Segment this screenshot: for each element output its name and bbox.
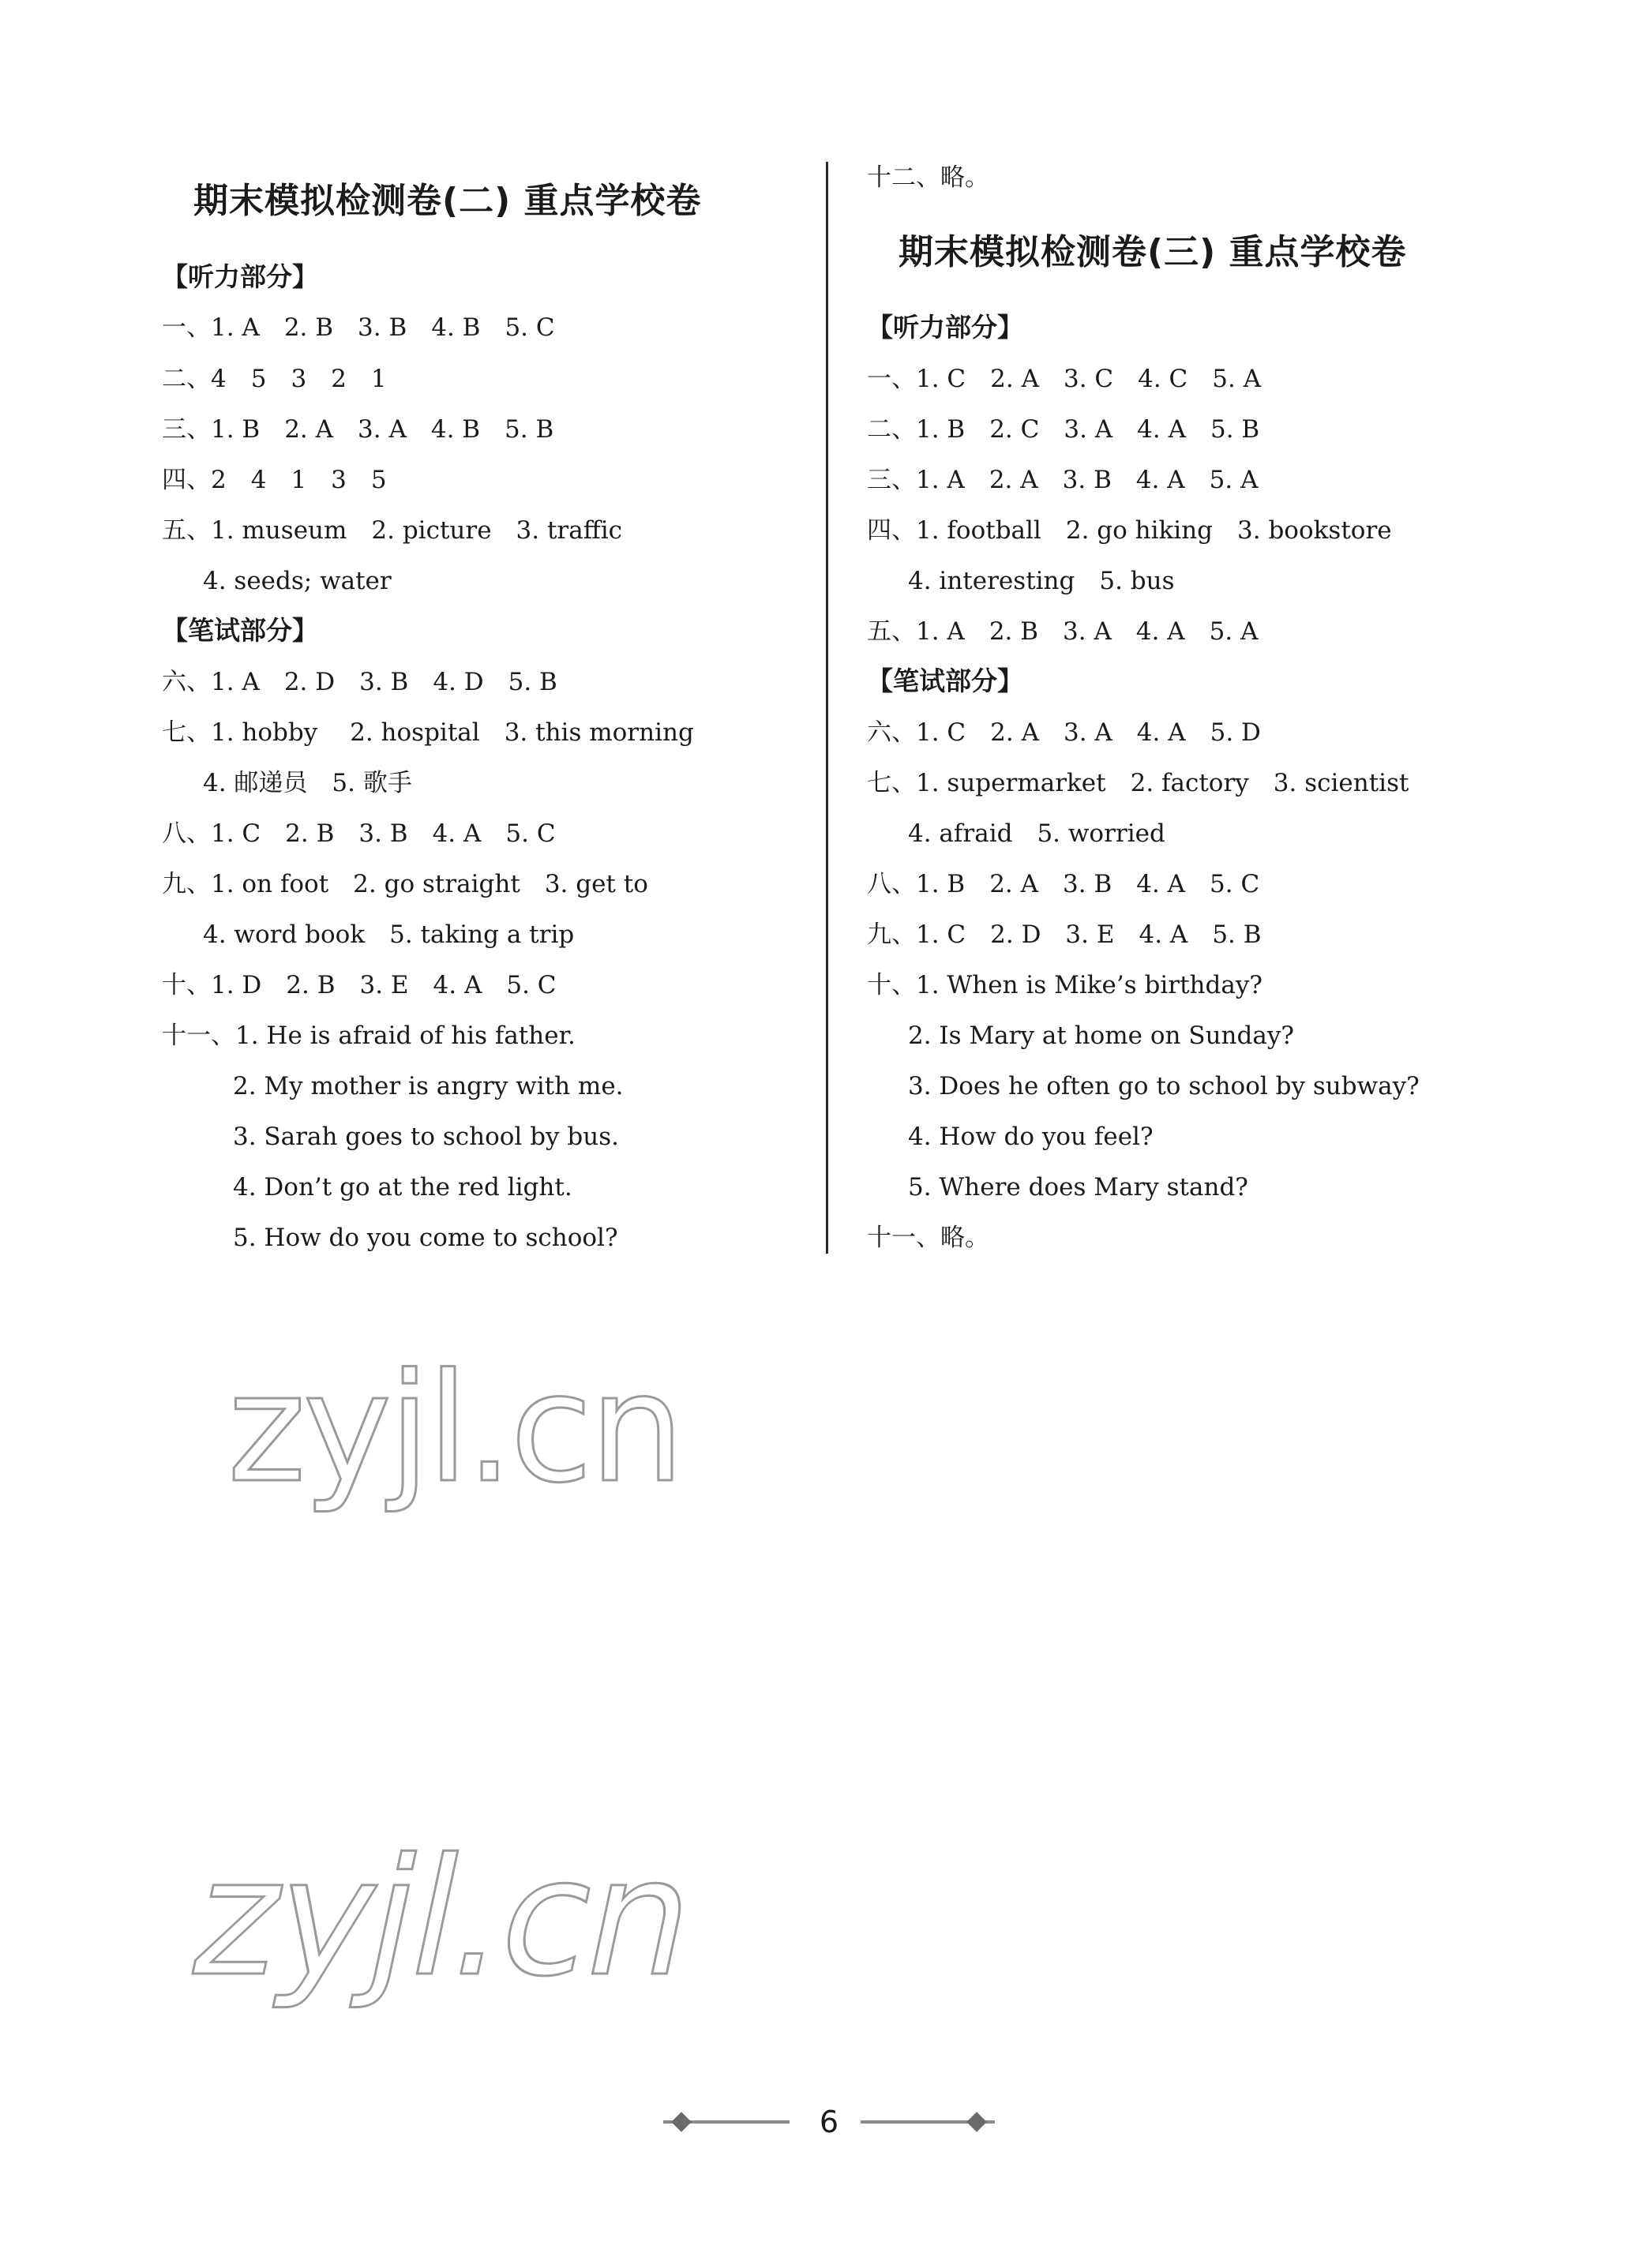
footer-ornament-right-diamond-icon	[966, 2112, 986, 2131]
left-answer-line-11: 九、1. on foot 2. go straight 3. get to	[162, 870, 648, 898]
right-title: 期末模拟检测卷(三) 重点学校卷	[899, 232, 1407, 272]
right-answer-line-4: 四、1. football 2. go hiking 3. bookstore	[867, 516, 1392, 545]
left-answer-line-6: 4. seeds; water	[203, 567, 392, 595]
left-section-listening: 【听力部分】	[162, 261, 318, 292]
left-answer-line-1: 一、1. A 2. B 3. B 4. B 5. C	[162, 313, 555, 342]
left-answer-line-12: 4. word book 5. taking a trip	[203, 920, 575, 949]
footer-ornament-left-diamond-icon	[671, 2112, 691, 2131]
right-answer-line-14: 3. Does he often go to school by subway?	[908, 1072, 1420, 1100]
right-answer-line-12: 十、1. When is Mike’s birthday?	[867, 971, 1262, 999]
left-answer-line-8: 七、1. hobby 2. hospital 3. this morning	[162, 718, 694, 747]
right-answer-line-5: 4. interesting 5. bus	[908, 567, 1175, 595]
right-section-listening: 【听力部分】	[867, 312, 1023, 343]
right-answer-line-3: 三、1. A 2. A 3. B 4. A 5. A	[867, 466, 1259, 494]
left-answer-line-18: 5. How do you come to school?	[233, 1224, 618, 1252]
left-title: 期末模拟检测卷(二) 重点学校卷	[193, 181, 702, 221]
right-answer-line-17: 十一、略。	[867, 1224, 989, 1252]
left-answer-line-17: 4. Don’t go at the red light.	[233, 1173, 572, 1201]
left-answer-line-14: 十一、1. He is afraid of his father.	[162, 1022, 576, 1050]
right-answer-line-1: 一、1. C 2. A 3. C 4. C 5. A	[867, 365, 1262, 393]
right-answer-line-8: 七、1. supermarket 2. factory 3. scientist	[867, 769, 1409, 797]
watermark-1: zyjl.cn	[227, 1341, 682, 1516]
left-answer-line-10: 八、1. C 2. B 3. B 4. A 5. C	[162, 819, 556, 848]
left-answer-line-16: 3. Sarah goes to school by bus.	[233, 1123, 619, 1151]
column-divider	[826, 162, 828, 1254]
left-answer-line-4: 四、2 4 1 3 5	[162, 466, 387, 494]
right-answer-line-7: 六、1. C 2. A 3. A 4. A 5. D	[867, 718, 1261, 747]
right-top-line: 十二、略。	[867, 163, 989, 192]
right-section-written: 【笔试部分】	[867, 665, 1023, 696]
right-answer-line-13: 2. Is Mary at home on Sunday?	[908, 1022, 1294, 1050]
right-answer-line-6: 五、1. A 2. B 3. A 4. A 5. A	[867, 617, 1259, 646]
left-answer-line-7: 六、1. A 2. D 3. B 4. D 5. B	[162, 668, 557, 696]
left-answer-line-15: 2. My mother is angry with me.	[233, 1072, 624, 1100]
right-answer-line-16: 5. Where does Mary stand?	[908, 1173, 1248, 1201]
right-answer-line-10: 八、1. B 2. A 3. B 4. A 5. C	[867, 870, 1260, 898]
right-answer-line-2: 二、1. B 2. C 3. A 4. A 5. B	[867, 415, 1260, 444]
left-answer-line-2: 二、4 5 3 2 1	[162, 365, 387, 393]
right-answer-line-11: 九、1. C 2. D 3. E 4. A 5. B	[867, 920, 1262, 949]
left-section-written: 【笔试部分】	[162, 615, 318, 646]
page-footer	[663, 2100, 995, 2147]
page-number: 6	[819, 2105, 839, 2139]
left-answer-line-9: 4. 邮递员 5. 歌手	[203, 769, 412, 797]
left-answer-line-5: 五、1. museum 2. picture 3. traffic	[162, 516, 623, 545]
left-answer-line-13: 十、1. D 2. B 3. E 4. A 5. C	[162, 971, 557, 999]
right-answer-line-9: 4. afraid 5. worried	[908, 819, 1165, 848]
watermark-2: zyjl.cn	[177, 1824, 709, 2012]
right-answer-line-15: 4. How do you feel?	[908, 1123, 1154, 1151]
left-answer-line-3: 三、1. B 2. A 3. A 4. B 5. B	[162, 415, 554, 444]
